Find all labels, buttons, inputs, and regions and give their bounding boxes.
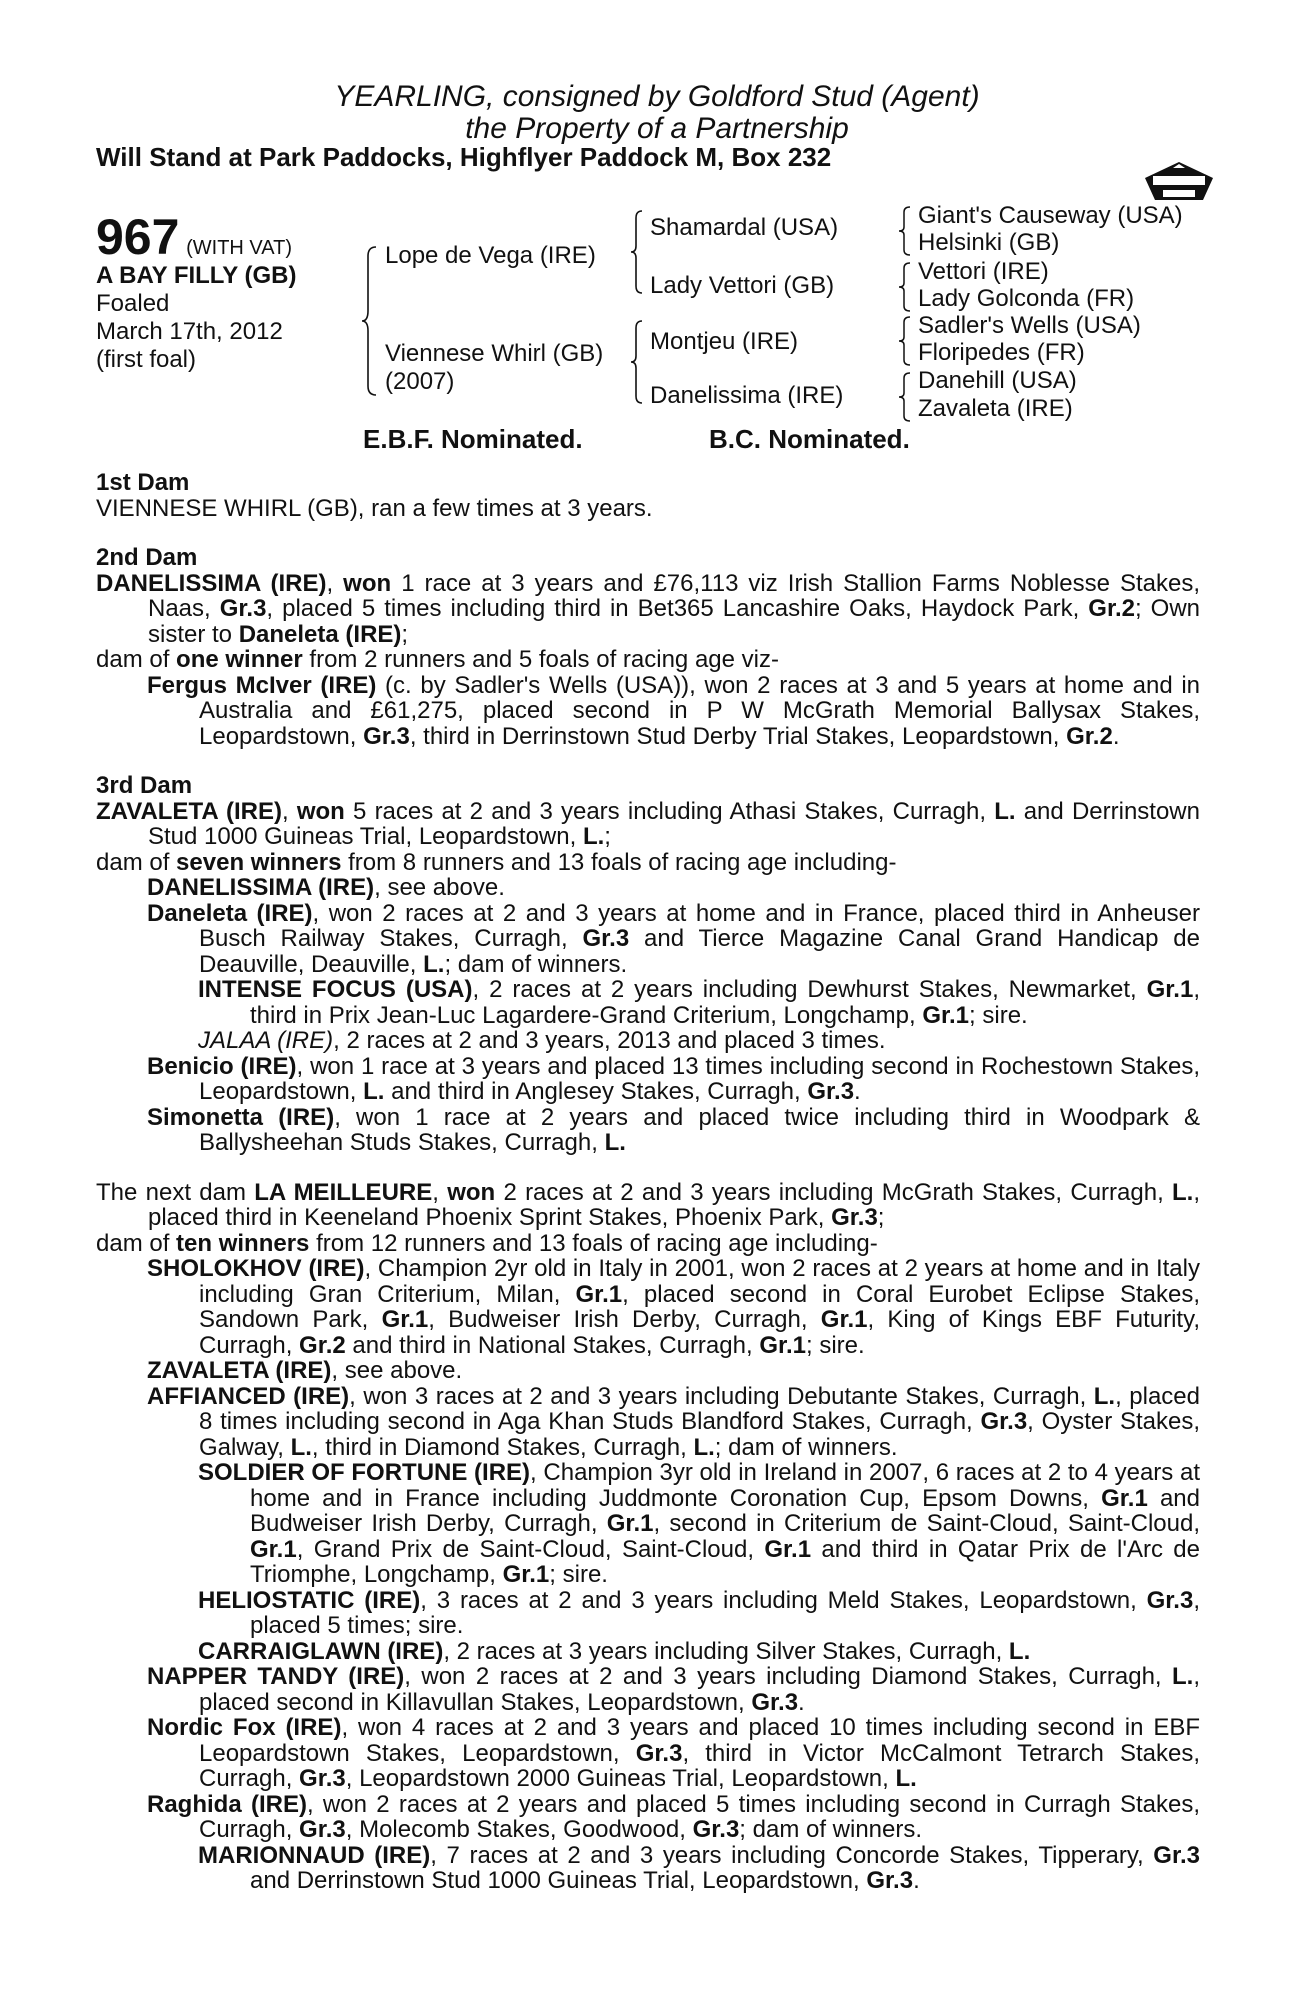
text-run: and Derrinstown Stud 1000 Guineas Trial, Leopardstown, (250, 1867, 867, 1894)
bold-text-run: DANELISSIMA (IRE) (96, 569, 327, 597)
text-run: , Budweiser Irish Derby, Curragh, (428, 1306, 821, 1333)
third-dam-grand-produce-item (96, 1028, 1200, 1054)
bold-text-run: Gr.2 (1088, 595, 1135, 622)
text-run: 1 race at 3 years and £76,113 viz Irish Stallion Farms Noblesse Stakes, Naas, (148, 569, 1201, 622)
bold-text-run: Gr.3 (219, 595, 267, 622)
bold-text-run: Gr.3 (807, 1078, 855, 1105)
bold-text-run: L. (1093, 1382, 1116, 1410)
dam-dam: Danelissima (IRE) (650, 382, 844, 409)
bold-text-run: L. (604, 1129, 626, 1156)
text-run: ; (877, 1204, 885, 1231)
text-run: , third in Victor McCalmont Tetrarch Stakes, Curragh, (199, 1739, 1200, 1792)
text-run: ; dam of winners. (739, 1816, 923, 1843)
bold-text-run: HELIOSTATIC (IRE) (198, 1586, 421, 1614)
next-dam-produce-item (96, 1358, 1200, 1384)
bold-text-run: Gr.3 (1153, 1841, 1200, 1869)
next-dam-produce-item (96, 1664, 1200, 1715)
lot-name: A BAY FILLY (GB) (96, 262, 297, 289)
gen3-7: Danehill (USA) (918, 367, 1077, 394)
next-dam-produce-summary (96, 1231, 1200, 1257)
next-dam-grand-produce-item (96, 1588, 1200, 1639)
text-run: ; Own sister to (148, 595, 1201, 648)
bold-text-run: won (343, 569, 392, 597)
text-run: , placed 5 times including third in Bet365 Lancashire Oaks, Haydock Park, (266, 595, 1089, 622)
italic-text-run: JALAA (IRE) (198, 1027, 334, 1054)
bold-text-run: Gr.3 (363, 722, 410, 750)
text-run: , placed second in Killavullan Stakes, Leopardstown, (199, 1663, 1201, 1716)
text-run: , see above. (331, 1357, 463, 1384)
bold-text-run: L. (363, 1078, 385, 1105)
text-run: 2 races at 2 and 3 years including McGrath Stakes, Curragh, (495, 1178, 1173, 1206)
second-dam-record (96, 571, 1200, 648)
text-run: , see above. (374, 874, 505, 901)
bold-text-run: seven winners (176, 848, 342, 876)
bold-text-run: Gr.1 (502, 1561, 550, 1588)
sire-sire: Shamardal (USA) (650, 214, 839, 241)
bold-text-run: Gr.3 (299, 1765, 346, 1792)
text-run: The next dam (96, 1178, 255, 1206)
bold-text-run: won (447, 1178, 496, 1206)
bold-text-run: Gr.1 (764, 1535, 812, 1563)
bc-nominated: B.C. Nominated. (709, 424, 910, 454)
text-run: ; (401, 620, 409, 648)
foaled-label: Foaled (96, 290, 170, 317)
text-run: . (913, 1867, 920, 1894)
text-run: , third in Prix Jean-Luc Lagardere-Grand Criterium, Longchamp, (250, 976, 1200, 1029)
gen3-5: Sadler's Wells (USA) (918, 312, 1141, 339)
next-dam-record (96, 1180, 1200, 1231)
bold-text-run: Gr.2 (1066, 722, 1113, 750)
second-dam-title: 2nd Dam (96, 544, 198, 571)
text-run: 5 races at 2 and 3 years including Athasi Stakes, Curragh, (344, 797, 995, 825)
dam-year: (2007) (385, 368, 455, 395)
next-dam-produce-item (96, 1715, 1200, 1792)
bold-text-run: Benicio (IRE) (147, 1052, 297, 1080)
text-run: from 12 runners and 13 foals of racing age including- (309, 1229, 878, 1257)
text-run: . (1112, 722, 1120, 750)
bold-text-run: SHOLOKHOV (IRE) (147, 1255, 365, 1282)
text-run: ; sire. (969, 1001, 1028, 1029)
text-run: from 2 runners and 5 foals of racing age viz- (302, 646, 779, 673)
foal-note: (first foal) (96, 346, 197, 373)
bold-text-run: Gr.1 (922, 1001, 970, 1029)
bold-text-run: L. (582, 823, 605, 850)
family-details (96, 470, 1200, 1894)
bold-text-run: Nordic Fox (IRE) (147, 1714, 342, 1741)
pedigree-brace (898, 262, 912, 312)
third-dam-title: 3rd Dam (96, 772, 193, 799)
text-run: , 2 races at 3 years including Silver Stakes, Curragh, (443, 1637, 1009, 1665)
text-run: , (281, 797, 297, 825)
lot-number: 967 (96, 209, 180, 265)
bold-text-run: Gr.3 (635, 1739, 683, 1767)
text-run: , third in Derrinstown Stud Derby Trial Stakes, Leopardstown, (409, 722, 1067, 750)
bold-text-run: L. (895, 1765, 917, 1792)
first-dam-text: VIENNESE WHIRL (GB), ran a few times at 3 years. (96, 494, 653, 522)
bold-text-run: MARIONNAUD (IRE) (198, 1841, 431, 1869)
gen3-4: Lady Golconda (FR) (918, 285, 1135, 312)
foaled-date: March 17th, 2012 (96, 318, 283, 345)
bold-text-run: Gr.3 (1146, 1586, 1194, 1614)
pedigree-brace (630, 320, 644, 404)
next-dam-produce-item (96, 1384, 1200, 1461)
text-run: , placed second in Coral Eurobet Eclipse Stakes, Sandown Park, (199, 1280, 1201, 1333)
text-run: . (854, 1078, 861, 1105)
text-run: , second in Criterium de Saint-Cloud, Saint-Cloud, (653, 1510, 1200, 1537)
first-dam-title: 1st Dam (96, 469, 190, 496)
text-run: ; sire. (806, 1331, 865, 1359)
property-line: the Property of a Partnership (465, 112, 849, 145)
gen3-3: Vettori (IRE) (918, 258, 1049, 285)
third-dam-record (96, 799, 1200, 850)
stand-location: Will Stand at Park Paddocks, Highflyer Paddock M, Box 232 (96, 142, 832, 172)
second-dam-produce-item (96, 673, 1200, 750)
gen3-2: Helsinki (GB) (918, 229, 1060, 256)
text-run: and third in National Stakes, Curragh, (345, 1331, 760, 1359)
third-dam-produce-summary (96, 850, 1200, 876)
pedigree-brace (898, 316, 912, 366)
text-run: , 3 races at 2 and 3 years including Meld Stakes, Leopardstown, (420, 1586, 1147, 1614)
bold-text-run: CARRAIGLAWN (IRE) (198, 1637, 444, 1665)
bold-text-run: L. (693, 1433, 715, 1461)
bold-text-run: won (296, 797, 345, 825)
bold-text-run: Gr.1 (381, 1306, 429, 1333)
bold-text-run: Gr.3 (751, 1688, 799, 1716)
bold-text-run: Simonetta (IRE) (147, 1103, 335, 1131)
gen3-8: Zavaleta (IRE) (918, 395, 1073, 422)
bold-text-run: LA MEILLEURE (254, 1178, 433, 1206)
text-run: ; dam of winners. (444, 950, 628, 978)
text-run: , 2 races at 2 and 3 years, 2013 and placed 3 times. (333, 1027, 886, 1054)
bold-text-run: L. (290, 1433, 312, 1461)
text-run: , won 1 race at 2 years and placed twice including third in Woodpark & Ballysheehan Studs Stakes, Curragh, (199, 1103, 1200, 1156)
pedigree-brace (898, 372, 912, 422)
bold-text-run: ZAVALETA (IRE) (147, 1357, 332, 1384)
text-run: . (798, 1688, 805, 1716)
vat-note: (WITH VAT) (186, 237, 293, 259)
bold-text-run: AFFIANCED (IRE) (147, 1382, 350, 1410)
third-dam-produce-item (96, 1105, 1200, 1156)
bold-text-run: ZAVALETA (IRE) (96, 797, 282, 825)
dam: Viennese Whirl (GB) (385, 340, 604, 367)
text-run: , won 4 races at 2 and 3 years and placed 10 times including second in EBF Leopardstown Stakes, Leopardstown, (199, 1714, 1200, 1767)
text-run: and third in Qatar Prix de l'Arc de Triomphe, Longchamp, (250, 1535, 1200, 1588)
bold-text-run: Gr.1 (820, 1306, 868, 1333)
dam-sire: Montjeu (IRE) (650, 328, 799, 355)
text-run: , (326, 569, 344, 597)
text-run: , Champion 3yr old in Ireland in 2007, 6 races at 2 to 4 years at home and in France including Juddmonte Coronation Cup, Epsom Downs, (250, 1459, 1200, 1512)
ebf-nominated: E.B.F. Nominated. (363, 424, 583, 454)
text-run: and Budweiser Irish Derby, Curragh, (250, 1484, 1200, 1537)
bold-text-run: Gr.1 (575, 1280, 623, 1308)
text-run: and third in Anglesey Stakes, Curragh, (384, 1078, 808, 1105)
text-run: ; (604, 823, 611, 850)
bold-text-run: NAPPER TANDY (IRE) (147, 1663, 405, 1690)
text-run: ; dam of winners. (714, 1433, 898, 1461)
bold-text-run: Gr.2 (299, 1331, 346, 1359)
text-run: , Leopardstown 2000 Guineas Trial, Leopardstown, (345, 1765, 896, 1792)
consignor-line: YEARLING, consigned by Goldford Stud (Agent) (334, 80, 980, 113)
text-run: , placed 5 times; sire. (250, 1586, 1200, 1639)
text-run: , won 2 races at 2 and 3 years including Diamond Stakes, Curragh, (404, 1663, 1173, 1690)
sire: Lope de Vega (IRE) (385, 242, 596, 269)
text-run: , Molecomb Stakes, Goodwood, (345, 1816, 693, 1843)
text-run: , Grand Prix de Saint-Cloud, Saint-Cloud, (296, 1535, 765, 1563)
text-run: dam of (96, 848, 177, 876)
bold-text-run: Daneleta (IRE) (147, 899, 313, 927)
bold-text-run: L. (1172, 1178, 1194, 1206)
text-run: , won 2 races at 2 years and placed 5 times including second in Curragh Stakes, Curragh, (199, 1790, 1200, 1843)
text-run: ; sire. (549, 1561, 608, 1588)
text-run: , (432, 1178, 448, 1206)
bold-text-run: Gr.1 (759, 1331, 807, 1359)
bold-text-run: L. (994, 797, 1016, 825)
text-run: , King of Kings EBF Futurity, Curragh, (199, 1306, 1200, 1359)
next-dam-grand-produce-item (96, 1460, 1200, 1588)
gen3-6: Floripedes (FR) (918, 339, 1085, 366)
text-run: , won 2 races at 2 and 3 years at home and in France, placed third in Anheuser Busch Railway Stakes, Curragh, (199, 899, 1200, 952)
text-run: (c. by Sadler's Wells (USA)), won 2 races at 3 and 5 years at home and in Australia and £61,275, placed second in P W McGrath Memorial Ballysax Stakes, Leopardstown, (199, 671, 1200, 750)
pedigree-brace (360, 246, 378, 396)
bold-text-run: Gr.3 (980, 1408, 1028, 1435)
next-dam-grand-produce-item (96, 1843, 1200, 1894)
text-run: , third in Diamond Stakes, Curragh, (311, 1433, 694, 1461)
text-run: , placed 8 times including second in Aga Khan Studs Blandford Stakes, Curragh, (199, 1382, 1200, 1435)
racing-post-yearling-bonus-badge-icon (1143, 160, 1215, 204)
bold-text-run: one winner (176, 646, 303, 673)
bold-text-run: Gr.3 (692, 1816, 740, 1843)
text-run: , Oyster Stakes, Galway, (199, 1408, 1201, 1461)
bold-text-run: Gr.3 (299, 1816, 346, 1843)
bold-text-run: Gr.3 (866, 1867, 914, 1894)
bold-text-run: DANELISSIMA (IRE) (147, 874, 375, 901)
second-dam-produce-summary (96, 647, 1200, 673)
text-run: dam of (96, 1229, 177, 1257)
text-run: , 2 races at 2 years including Dewhurst Stakes, Newmarket, (472, 976, 1147, 1003)
bold-text-run: Daneleta (IRE) (238, 620, 402, 648)
bold-text-run: L. (1008, 1637, 1031, 1665)
bold-text-run: Fergus McIver (IRE) (147, 671, 377, 699)
bold-text-run: Raghida (IRE) (147, 1790, 307, 1818)
bold-text-run: Gr.1 (250, 1535, 297, 1563)
bold-text-run: INTENSE FOCUS (USA) (198, 976, 473, 1003)
text-run: and Derrinstown Stud 1000 Guineas Trial, Leopardstown, (148, 797, 1200, 850)
third-dam-produce-item (96, 875, 1200, 901)
bold-text-run: Gr.3 (831, 1204, 878, 1231)
text-run: and Tierce Magazine Canal Grand Handicap de Deauville, Deauville, (199, 925, 1200, 978)
third-dam-produce-item (96, 901, 1200, 978)
text-run: , 7 races at 2 and 3 years including Concorde Stakes, Tipperary, (430, 1841, 1154, 1869)
bold-text-run: Gr.1 (606, 1510, 654, 1537)
bold-text-run: SOLDIER OF FORTUNE (IRE) (198, 1459, 531, 1486)
bold-text-run: Gr.1 (1146, 976, 1194, 1003)
pedigree-brace (898, 206, 912, 256)
bold-text-run: Gr.3 (582, 925, 630, 952)
bold-text-run: L. (1172, 1663, 1194, 1690)
next-dam-produce-item (96, 1256, 1200, 1358)
sire-dam: Lady Vettori (GB) (650, 272, 835, 299)
text-run: , Champion 2yr old in Italy in 2001, won 2 races at 2 years at home and in Italy including Gran Criterium, Milan, (199, 1255, 1200, 1308)
third-dam-produce-item (96, 1054, 1200, 1105)
bold-text-run: L. (423, 950, 445, 978)
third-dam-grand-produce-item (96, 977, 1200, 1028)
pedigree-brace (630, 210, 644, 294)
next-dam-grand-produce-item (96, 1639, 1200, 1665)
bold-text-run: Gr.1 (1101, 1484, 1148, 1512)
text-run: , placed third in Keeneland Phoenix Sprint Stakes, Phoenix Park, (148, 1178, 1201, 1231)
text-run: from 8 runners and 13 foals of racing age including- (341, 848, 897, 876)
text-run: , won 1 race at 3 years and placed 13 times including second in Rochestown Stakes, Leopardstown, (199, 1052, 1201, 1105)
bold-text-run: ten winners (176, 1229, 310, 1257)
next-dam-produce-item (96, 1792, 1200, 1843)
text-run: , won 3 races at 2 and 3 years including Debutante Stakes, Curragh, (349, 1382, 1094, 1410)
text-run: dam of (96, 646, 177, 673)
gen3-1: Giant's Causeway (USA) (918, 202, 1183, 229)
